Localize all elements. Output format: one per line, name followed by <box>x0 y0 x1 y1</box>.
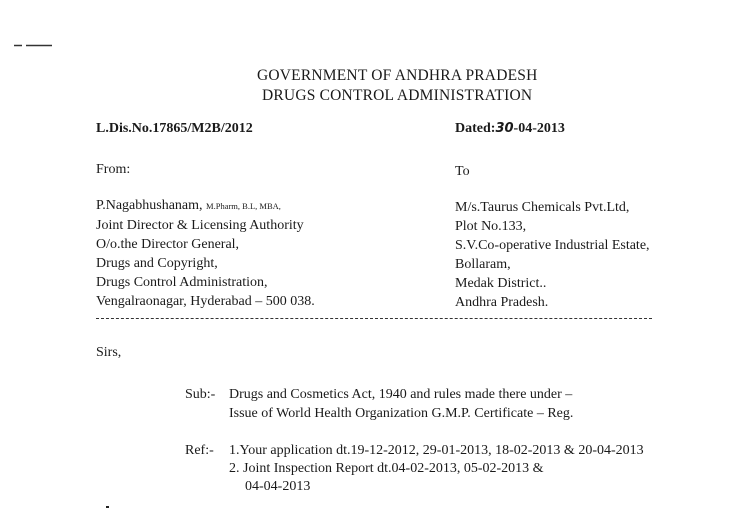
references-label: Ref:- <box>185 443 214 458</box>
from-line: Joint Director & Licensing Authority <box>96 218 304 233</box>
reference-item-2-line2: 04-04-2013 <box>245 479 311 494</box>
dated-rest: -04-2013 <box>513 121 565 136</box>
from-line: Vengalraonagar, Hyderabad – 500 038. <box>96 294 315 309</box>
from-name-line <box>96 196 315 216</box>
from-address-block <box>96 196 315 311</box>
from-name: P.Nagabhushanam, <box>96 198 203 213</box>
from-line: O/o.the Director General, <box>96 237 240 252</box>
to-line: Medak District.. <box>455 276 547 291</box>
from-qualifications: M.Pharm, B.L, MBA, <box>206 201 281 211</box>
header-title-line1: GOVERNMENT OF ANDHRA PRADESH <box>257 67 538 84</box>
to-line: M/s.Taurus Chemicals Pvt.Ltd, <box>455 200 630 215</box>
to-address-block <box>455 198 650 312</box>
scan-artifact-mark <box>14 44 52 47</box>
dated-label: Dated: <box>455 121 496 136</box>
header-title-line2: DRUGS CONTROL ADMINISTRATION <box>262 87 533 104</box>
to-line: S.V.Co-operative Industrial Estate, <box>455 238 650 253</box>
dated-handwritten-day: 30 <box>495 121 514 136</box>
subject-line: Drugs and Cosmetics Act, 1940 and rules made there under – <box>229 387 573 402</box>
to-line: Plot No.133, <box>455 219 527 234</box>
ldis-number: L.Dis.No.17865/M2B/2012 <box>96 121 253 136</box>
from-line: Drugs Control Administration, <box>96 275 268 290</box>
subject-label: Sub:- <box>185 387 216 402</box>
scan-artifact-dot <box>106 506 109 508</box>
from-line: Drugs and Copyright, <box>96 256 218 271</box>
reference-item-1: 1.Your application dt.19-12-2012, 29-01-2013, 18-02-2013 & 20-04-2013 <box>229 443 644 458</box>
to-line: Bollaram, <box>455 257 511 272</box>
salutation: Sirs, <box>96 345 122 360</box>
from-label: From: <box>96 162 131 177</box>
dated-field <box>455 121 565 137</box>
subject-text <box>229 385 573 423</box>
subject-line: Issue of World Health Organization G.M.P. Certificate – Reg. <box>229 406 574 421</box>
to-label: To <box>455 164 470 179</box>
to-line: Andhra Pradesh. <box>455 295 549 310</box>
reference-item-2-line1: 2. Joint Inspection Report dt.04-02-2013, 05-02-2013 & <box>229 461 544 476</box>
dashed-separator <box>96 318 652 319</box>
